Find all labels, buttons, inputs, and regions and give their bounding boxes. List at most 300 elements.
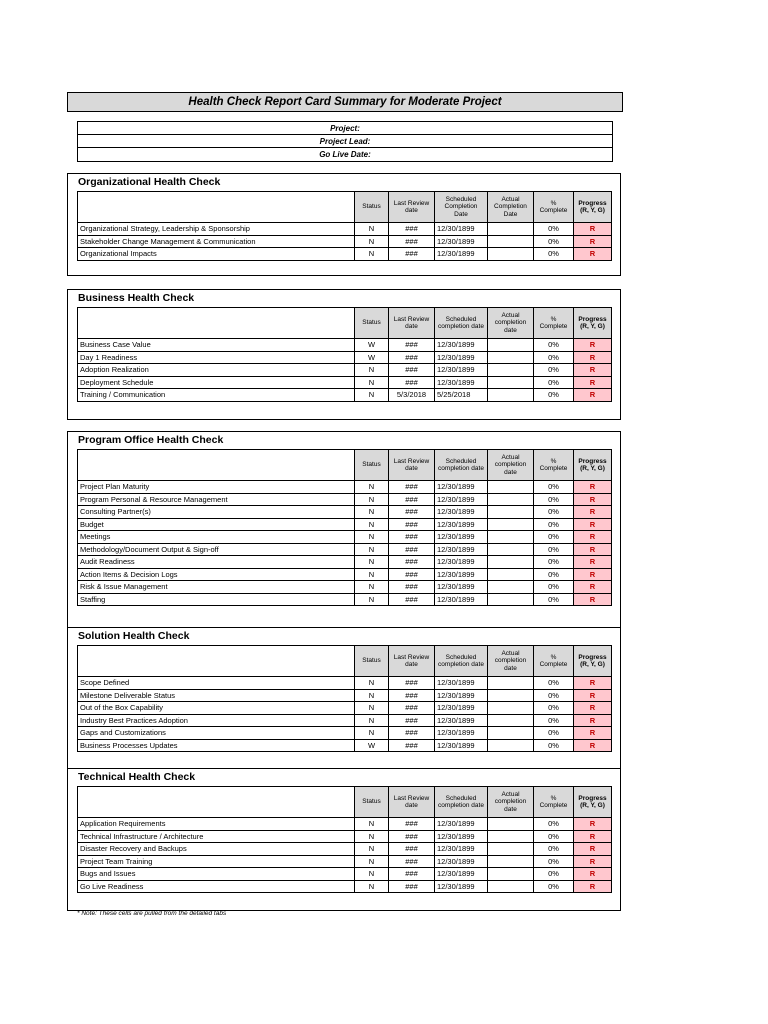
percent-complete-cell: 0%	[534, 506, 574, 519]
last-review-cell: ###	[389, 481, 435, 494]
header-task	[78, 192, 355, 223]
percent-complete-cell: 0%	[534, 518, 574, 531]
go-live-date-label: Go Live Date:	[319, 150, 371, 159]
actual-date-cell	[488, 714, 534, 727]
actual-date-cell	[488, 364, 534, 377]
status-cell: N	[355, 581, 389, 594]
header-pct: % Complete	[534, 308, 574, 339]
actual-date-cell	[488, 689, 534, 702]
header-pct: % Complete	[534, 646, 574, 677]
section-title: Program Office Health Check	[78, 434, 224, 446]
percent-complete-cell: 0%	[534, 677, 574, 690]
progress-rating-cell: R	[574, 248, 612, 261]
percent-complete-cell: 0%	[534, 493, 574, 506]
section-table	[77, 307, 612, 402]
last-review-cell: ###	[389, 880, 435, 893]
percent-complete-cell: 0%	[534, 248, 574, 261]
status-cell: N	[355, 506, 389, 519]
table-row	[78, 339, 612, 352]
last-review-cell: ###	[389, 593, 435, 606]
header-actual: Actual completion date	[488, 450, 534, 481]
scheduled-date-cell: 12/30/1899	[435, 506, 488, 519]
scheduled-date-cell: 12/30/1899	[435, 677, 488, 690]
progress-rating-cell: R	[574, 543, 612, 556]
last-review-cell: ###	[389, 855, 435, 868]
actual-date-cell	[488, 389, 534, 402]
table-header-row	[78, 192, 612, 223]
actual-date-cell	[488, 702, 534, 715]
percent-complete-cell: 0%	[534, 376, 574, 389]
table-body	[78, 818, 612, 893]
scheduled-date-cell: 12/30/1899	[435, 339, 488, 352]
table-row	[78, 223, 612, 236]
status-cell: N	[355, 376, 389, 389]
status-cell: N	[355, 556, 389, 569]
table-row	[78, 543, 612, 556]
percent-complete-cell: 0%	[534, 531, 574, 544]
footnote: * Note: These cells are pulled from the detailed tabs	[77, 910, 227, 917]
section-title: Solution Health Check	[78, 630, 190, 642]
status-cell: W	[355, 351, 389, 364]
progress-rating-cell: R	[574, 868, 612, 881]
status-cell: N	[355, 531, 389, 544]
scheduled-date-cell: 12/30/1899	[435, 376, 488, 389]
status-cell: N	[355, 518, 389, 531]
status-cell: W	[355, 339, 389, 352]
task-cell: Consulting Partner(s)	[78, 506, 355, 519]
table-header-row	[78, 308, 612, 339]
table-header-row	[78, 787, 612, 818]
status-cell: N	[355, 493, 389, 506]
percent-complete-cell: 0%	[534, 556, 574, 569]
header-task	[78, 308, 355, 339]
progress-rating-cell: R	[574, 702, 612, 715]
progress-rating-cell: R	[574, 376, 612, 389]
scheduled-date-cell: 12/30/1899	[435, 581, 488, 594]
last-review-cell: ###	[389, 568, 435, 581]
progress-rating-cell: R	[574, 818, 612, 831]
task-cell: Go Live Readiness	[78, 880, 355, 893]
table-row	[78, 531, 612, 544]
scheduled-date-cell: 12/30/1899	[435, 493, 488, 506]
status-cell: N	[355, 830, 389, 843]
task-cell: Audit Readiness	[78, 556, 355, 569]
task-cell: Meetings	[78, 531, 355, 544]
task-cell: Stakeholder Change Management & Communication	[78, 235, 355, 248]
status-cell: N	[355, 223, 389, 236]
table-row	[78, 714, 612, 727]
actual-date-cell	[488, 830, 534, 843]
actual-date-cell	[488, 818, 534, 831]
header-actual: Actual completion date	[488, 308, 534, 339]
section-business	[67, 289, 621, 420]
table-row	[78, 727, 612, 740]
actual-date-cell	[488, 493, 534, 506]
percent-complete-cell: 0%	[534, 868, 574, 881]
status-cell: N	[355, 235, 389, 248]
actual-date-cell	[488, 351, 534, 364]
table-row	[78, 702, 612, 715]
task-cell: Action Items & Decision Logs	[78, 568, 355, 581]
scheduled-date-cell: 12/30/1899	[435, 223, 488, 236]
status-cell: N	[355, 689, 389, 702]
last-review-cell: ###	[389, 689, 435, 702]
header-status: Status	[355, 192, 389, 223]
last-review-cell: ###	[389, 739, 435, 752]
progress-rating-cell: R	[574, 518, 612, 531]
scheduled-date-cell: 12/30/1899	[435, 518, 488, 531]
project-info-box	[77, 121, 613, 162]
header-progress: Progress (R, Y, G)	[574, 192, 612, 223]
table-row	[78, 376, 612, 389]
table-row	[78, 677, 612, 690]
progress-rating-cell: R	[574, 581, 612, 594]
header-actual: Actual completion date	[488, 787, 534, 818]
table-row	[78, 248, 612, 261]
header-progress: Progress (R, Y, G)	[574, 787, 612, 818]
header-progress: Progress (R, Y, G)	[574, 308, 612, 339]
table-body	[78, 677, 612, 752]
status-cell: N	[355, 843, 389, 856]
last-review-cell: ###	[389, 339, 435, 352]
progress-rating-cell: R	[574, 506, 612, 519]
header-pct: % Complete	[534, 450, 574, 481]
percent-complete-cell: 0%	[534, 855, 574, 868]
last-review-cell: ###	[389, 376, 435, 389]
header-progress: Progress (R, Y, G)	[574, 450, 612, 481]
header-scheduled: Scheduled completion date	[435, 646, 488, 677]
actual-date-cell	[488, 843, 534, 856]
actual-date-cell	[488, 727, 534, 740]
scheduled-date-cell: 12/30/1899	[435, 818, 488, 831]
actual-date-cell	[488, 543, 534, 556]
project-label: Project:	[78, 122, 612, 135]
actual-date-cell	[488, 339, 534, 352]
header-status: Status	[355, 646, 389, 677]
task-cell: Milestone Deliverable Status	[78, 689, 355, 702]
actual-date-cell	[488, 855, 534, 868]
last-review-cell: ###	[389, 581, 435, 594]
percent-complete-cell: 0%	[534, 689, 574, 702]
status-cell: N	[355, 248, 389, 261]
header-last-review: Last Review date	[389, 192, 435, 223]
table-row	[78, 506, 612, 519]
section-title: Organizational Health Check	[78, 176, 221, 188]
last-review-cell: ###	[389, 235, 435, 248]
status-cell: N	[355, 880, 389, 893]
percent-complete-cell: 0%	[534, 702, 574, 715]
actual-date-cell	[488, 868, 534, 881]
percent-complete-cell: 0%	[534, 880, 574, 893]
table-body	[78, 481, 612, 606]
section-program-office	[67, 431, 621, 628]
task-cell: Industry Best Practices Adoption	[78, 714, 355, 727]
scheduled-date-cell: 12/30/1899	[435, 714, 488, 727]
progress-rating-cell: R	[574, 830, 612, 843]
actual-date-cell	[488, 568, 534, 581]
actual-date-cell	[488, 593, 534, 606]
scheduled-date-cell: 12/30/1899	[435, 568, 488, 581]
status-cell: N	[355, 593, 389, 606]
status-cell: N	[355, 855, 389, 868]
task-cell: Bugs and Issues	[78, 868, 355, 881]
status-cell: N	[355, 714, 389, 727]
scheduled-date-cell: 5/25/2018	[435, 389, 488, 402]
task-cell: Budget	[78, 518, 355, 531]
task-cell: Project Team Training	[78, 855, 355, 868]
task-cell: Deployment Schedule	[78, 376, 355, 389]
task-cell: Training / Communication	[78, 389, 355, 402]
scheduled-date-cell: 12/30/1899	[435, 481, 488, 494]
percent-complete-cell: 0%	[534, 235, 574, 248]
table-row	[78, 518, 612, 531]
section-table	[77, 645, 612, 752]
scheduled-date-cell: 12/30/1899	[435, 556, 488, 569]
task-cell: Out of the Box Capability	[78, 702, 355, 715]
task-cell: Program Personal & Resource Management	[78, 493, 355, 506]
percent-complete-cell: 0%	[534, 739, 574, 752]
progress-rating-cell: R	[574, 568, 612, 581]
header-last-review: Last Review date	[389, 787, 435, 818]
scheduled-date-cell: 12/30/1899	[435, 855, 488, 868]
table-body	[78, 223, 612, 261]
header-actual: Actual completion date	[488, 646, 534, 677]
table-row	[78, 481, 612, 494]
last-review-cell: ###	[389, 364, 435, 377]
header-scheduled: Scheduled completion date	[435, 450, 488, 481]
scheduled-date-cell: 12/30/1899	[435, 843, 488, 856]
last-review-cell: ###	[389, 556, 435, 569]
percent-complete-cell: 0%	[534, 223, 574, 236]
percent-complete-cell: 0%	[534, 593, 574, 606]
last-review-cell: ###	[389, 351, 435, 364]
percent-complete-cell: 0%	[534, 714, 574, 727]
percent-complete-cell: 0%	[534, 389, 574, 402]
last-review-cell: ###	[389, 506, 435, 519]
header-actual: Actual Completion Date	[488, 192, 534, 223]
last-review-cell: ###	[389, 543, 435, 556]
percent-complete-cell: 0%	[534, 843, 574, 856]
table-row	[78, 880, 612, 893]
last-review-cell: ###	[389, 714, 435, 727]
table-row	[78, 843, 612, 856]
last-review-cell: ###	[389, 493, 435, 506]
task-cell: Organizational Impacts	[78, 248, 355, 261]
last-review-cell: ###	[389, 677, 435, 690]
header-status: Status	[355, 787, 389, 818]
actual-date-cell	[488, 223, 534, 236]
table-row	[78, 581, 612, 594]
actual-date-cell	[488, 880, 534, 893]
scheduled-date-cell: 12/30/1899	[435, 593, 488, 606]
percent-complete-cell: 0%	[534, 543, 574, 556]
progress-rating-cell: R	[574, 880, 612, 893]
scheduled-date-cell: 12/30/1899	[435, 248, 488, 261]
status-cell: N	[355, 568, 389, 581]
section-table	[77, 786, 612, 893]
last-review-cell: ###	[389, 518, 435, 531]
table-row	[78, 493, 612, 506]
task-cell: Staffing	[78, 593, 355, 606]
progress-rating-cell: R	[574, 389, 612, 402]
last-review-cell: ###	[389, 248, 435, 261]
scheduled-date-cell: 12/30/1899	[435, 702, 488, 715]
progress-rating-cell: R	[574, 843, 612, 856]
status-cell: N	[355, 389, 389, 402]
last-review-cell: ###	[389, 818, 435, 831]
scheduled-date-cell: 12/30/1899	[435, 880, 488, 893]
task-cell: Application Requirements	[78, 818, 355, 831]
table-row	[78, 689, 612, 702]
last-review-cell: ###	[389, 843, 435, 856]
scheduled-date-cell: 12/30/1899	[435, 543, 488, 556]
table-row	[78, 593, 612, 606]
percent-complete-cell: 0%	[534, 339, 574, 352]
header-last-review: Last Review date	[389, 646, 435, 677]
actual-date-cell	[488, 481, 534, 494]
header-scheduled: Scheduled completion date	[435, 787, 488, 818]
percent-complete-cell: 0%	[534, 818, 574, 831]
last-review-cell: ###	[389, 223, 435, 236]
section-technical	[67, 768, 621, 911]
table-row	[78, 868, 612, 881]
header-progress: Progress (R, Y, G)	[574, 646, 612, 677]
actual-date-cell	[488, 506, 534, 519]
header-scheduled: Scheduled Completion Date	[435, 192, 488, 223]
progress-rating-cell: R	[574, 739, 612, 752]
progress-rating-cell: R	[574, 677, 612, 690]
table-row	[78, 351, 612, 364]
section-title: Technical Health Check	[78, 771, 196, 783]
percent-complete-cell: 0%	[534, 481, 574, 494]
header-task	[78, 646, 355, 677]
status-cell: N	[355, 677, 389, 690]
table-header-row	[78, 646, 612, 677]
scheduled-date-cell: 12/30/1899	[435, 235, 488, 248]
section-organizational	[67, 173, 621, 276]
progress-rating-cell: R	[574, 351, 612, 364]
progress-rating-cell: R	[574, 481, 612, 494]
actual-date-cell	[488, 248, 534, 261]
last-review-cell: ###	[389, 702, 435, 715]
status-cell: W	[355, 739, 389, 752]
task-cell: Risk & Issue Management	[78, 581, 355, 594]
project-lead-label: Project Lead:	[78, 135, 612, 148]
table-row	[78, 830, 612, 843]
header-last-review: Last Review date	[389, 308, 435, 339]
percent-complete-cell: 0%	[534, 568, 574, 581]
section-title: Business Health Check	[78, 292, 195, 304]
progress-rating-cell: R	[574, 556, 612, 569]
table-row	[78, 364, 612, 377]
table-header-row	[78, 450, 612, 481]
task-cell: Scope Defined	[78, 677, 355, 690]
header-status: Status	[355, 450, 389, 481]
progress-rating-cell: R	[574, 593, 612, 606]
actual-date-cell	[488, 677, 534, 690]
percent-complete-cell: 0%	[534, 581, 574, 594]
task-cell: Business Processes Updates	[78, 739, 355, 752]
last-review-cell: ###	[389, 830, 435, 843]
table-row	[78, 818, 612, 831]
task-cell: Technical Infrastructure / Architecture	[78, 830, 355, 843]
task-cell: Disaster Recovery and Backups	[78, 843, 355, 856]
table-row	[78, 389, 612, 402]
scheduled-date-cell: 12/30/1899	[435, 739, 488, 752]
progress-rating-cell: R	[574, 714, 612, 727]
last-review-cell: ###	[389, 531, 435, 544]
scheduled-date-cell: 12/30/1899	[435, 364, 488, 377]
scheduled-date-cell: 12/30/1899	[435, 868, 488, 881]
progress-rating-cell: R	[574, 364, 612, 377]
table-row	[78, 568, 612, 581]
header-last-review: Last Review date	[389, 450, 435, 481]
status-cell: N	[355, 868, 389, 881]
report-title: Health Check Report Card Summary for Moderate Project	[67, 92, 623, 112]
header-pct: % Complete	[534, 787, 574, 818]
scheduled-date-cell: 12/30/1899	[435, 531, 488, 544]
table-row	[78, 556, 612, 569]
section-solution	[67, 627, 621, 769]
table-row	[78, 855, 612, 868]
task-cell: Day 1 Readiness	[78, 351, 355, 364]
actual-date-cell	[488, 235, 534, 248]
header-task	[78, 787, 355, 818]
header-status: Status	[355, 308, 389, 339]
task-cell: Project Plan Maturity	[78, 481, 355, 494]
scheduled-date-cell: 12/30/1899	[435, 830, 488, 843]
progress-rating-cell: R	[574, 339, 612, 352]
progress-rating-cell: R	[574, 493, 612, 506]
status-cell: N	[355, 543, 389, 556]
percent-complete-cell: 0%	[534, 351, 574, 364]
header-scheduled: Scheduled completion date	[435, 308, 488, 339]
status-cell: N	[355, 481, 389, 494]
progress-rating-cell: R	[574, 235, 612, 248]
status-cell: N	[355, 702, 389, 715]
actual-date-cell	[488, 739, 534, 752]
progress-rating-cell: R	[574, 855, 612, 868]
header-pct: % Complete	[534, 192, 574, 223]
last-review-cell: ###	[389, 868, 435, 881]
actual-date-cell	[488, 556, 534, 569]
header-task	[78, 450, 355, 481]
scheduled-date-cell: 12/30/1899	[435, 351, 488, 364]
scheduled-date-cell: 12/30/1899	[435, 727, 488, 740]
status-cell: N	[355, 818, 389, 831]
percent-complete-cell: 0%	[534, 727, 574, 740]
task-cell: Organizational Strategy, Leadership & Sponsorship	[78, 223, 355, 236]
table-body	[78, 339, 612, 402]
status-cell: N	[355, 727, 389, 740]
task-cell: Gaps and Customizations	[78, 727, 355, 740]
last-review-cell: 5/3/2018	[389, 389, 435, 402]
table-row	[78, 739, 612, 752]
percent-complete-cell: 0%	[534, 830, 574, 843]
progress-rating-cell: R	[574, 689, 612, 702]
actual-date-cell	[488, 376, 534, 389]
progress-rating-cell: R	[574, 223, 612, 236]
actual-date-cell	[488, 581, 534, 594]
task-cell: Adoption Realization	[78, 364, 355, 377]
table-row	[78, 235, 612, 248]
percent-complete-cell: 0%	[534, 364, 574, 377]
actual-date-cell	[488, 531, 534, 544]
actual-date-cell	[488, 518, 534, 531]
status-cell: N	[355, 364, 389, 377]
task-cell: Methodology/Document Output & Sign-off	[78, 543, 355, 556]
section-table	[77, 191, 612, 261]
